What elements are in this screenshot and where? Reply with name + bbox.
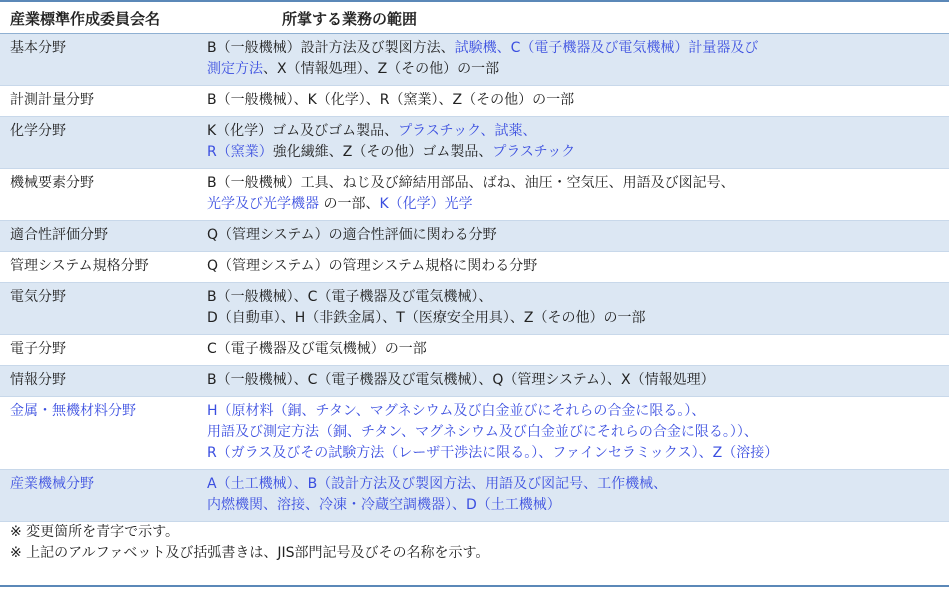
scope-text: K（化学）ゴム及びゴム製品、 [207,123,399,139]
scope-line [207,121,949,142]
scope-cell [207,117,949,169]
table-row [0,470,949,522]
scope-text-changed: 用語及び測定方法（銅、チタン、マグネシウム及び白金並びにそれらの合金に限る。））、 [207,424,758,440]
scope-text: B（一般機械）工具、ねじ及び締結用部品、ばね、油圧・空気圧、用語及び図記号、 [207,175,735,191]
committee-table [0,34,949,522]
scope-cell [207,470,949,522]
scope-text-changed: プラスチック、試薬、 [398,123,537,139]
committee-name: 情報分野 [0,366,207,397]
table-row [0,169,949,221]
scope-line [207,339,949,360]
committee-name: 金属・無機材料分野 [0,397,207,470]
scope-cell [207,335,949,366]
committee-name: 機械要素分野 [0,169,207,221]
scope-cell [207,34,949,86]
table-header [0,2,949,34]
note-jis-codes: ※ 上記のアルファベット及び括弧書きは、JIS部門記号及びその名称を示す。 [10,545,490,561]
scope-line [207,287,949,308]
committee-name: 適合性評価分野 [0,221,207,252]
scope-line [207,401,949,422]
scope-text: C（電子機器及び電気機械）の一部 [207,341,427,357]
scope-cell [207,397,949,470]
scope-line [207,194,949,215]
committee-name: 電子分野 [0,335,207,366]
scope-line [207,173,949,194]
scope-text-changed: R（窯業） [207,144,273,160]
committee-name: 化学分野 [0,117,207,169]
scope-text: B（一般機械）、C（電子機器及び電気機械）、Q（管理システム）、X（情報処理） [207,372,715,388]
scope-cell [207,221,949,252]
scope-cell [207,86,949,117]
scope-text: D（自動車）、H（非鉄金属）、T（医療安全用具）、Z（その他）の一部 [207,310,646,326]
scope-text: Q（管理システム）の適合性評価に関わる分野 [207,227,497,243]
scope-line [207,90,949,111]
scope-line [207,370,949,391]
scope-text: 強化繊維、Z（その他）ゴム製品、 [272,144,493,160]
scope-line [207,256,949,277]
committee-name: 基本分野 [0,34,207,86]
scope-cell [207,283,949,335]
scope-text: の一部、 [319,196,380,212]
scope-text-changed: H（原材料（銅、チタン、マグネシウム及び白金並びにそれらの合金に限る。）、 [207,403,706,419]
scope-text: B（一般機械）、C（電子機器及び電気機械）、 [207,289,493,305]
table-row [0,117,949,169]
scope-text: 、X（情報処理）、Z（その他）の一部 [263,61,500,77]
scope-line [207,225,949,246]
committee-name: 電気分野 [0,283,207,335]
scope-text: B（一般機械）設計方法及び製図方法、 [207,40,455,56]
scope-text-changed: K（化学）光学 [379,196,473,212]
scope-cell [207,169,949,221]
scope-line [207,308,949,329]
table-row [0,221,949,252]
header-scope: 所掌する業務の範囲 [282,10,418,28]
scope-text: B（一般機械）、K（化学）、R（窯業）、Z（その他）の一部 [207,92,575,108]
table-row [0,397,949,470]
committee-name: 産業機械分野 [0,470,207,522]
table-row [0,335,949,366]
header-committee: 産業標準作成委員会名 [10,10,161,28]
committee-name: 計測計量分野 [0,86,207,117]
table-row [0,252,949,283]
scope-text-changed: R（ガラス及びその試験方法（レーザ干渉法に限る。）、ファインセラミックス）、Z（溶接） [207,445,779,461]
notes [10,522,489,564]
bottom-rule [0,585,949,587]
scope-text-changed: 光学及び光学機器 [207,196,319,212]
scope-cell [207,252,949,283]
scope-line [207,443,949,464]
committee-name: 管理システム規格分野 [0,252,207,283]
table-row [0,366,949,397]
scope-text-changed: プラスチック [492,144,576,160]
scope-text-changed: 内燃機関、溶接、冷凍・冷蔵空調機器）、D（土工機械） [207,497,561,513]
scope-line [207,142,949,163]
scope-line [207,474,949,495]
scope-line [207,495,949,516]
scope-cell [207,366,949,397]
table-row [0,34,949,86]
table-row [0,283,949,335]
table-row [0,86,949,117]
scope-line [207,422,949,443]
scope-text-changed: 試験機、C（電子機器及び電気機械）計量器及び [454,40,759,56]
note-blue-text: ※ 変更箇所を青字で示す。 [10,524,180,540]
scope-line [207,59,949,80]
scope-text-changed: 測定方法 [207,61,263,77]
scope-text-changed: A（土工機械）、B（設計方法及び製図方法、用語及び図記号、工作機械、 [207,476,668,492]
scope-line [207,38,949,59]
scope-text: Q（管理システム）の管理システム規格に関わる分野 [207,258,538,274]
